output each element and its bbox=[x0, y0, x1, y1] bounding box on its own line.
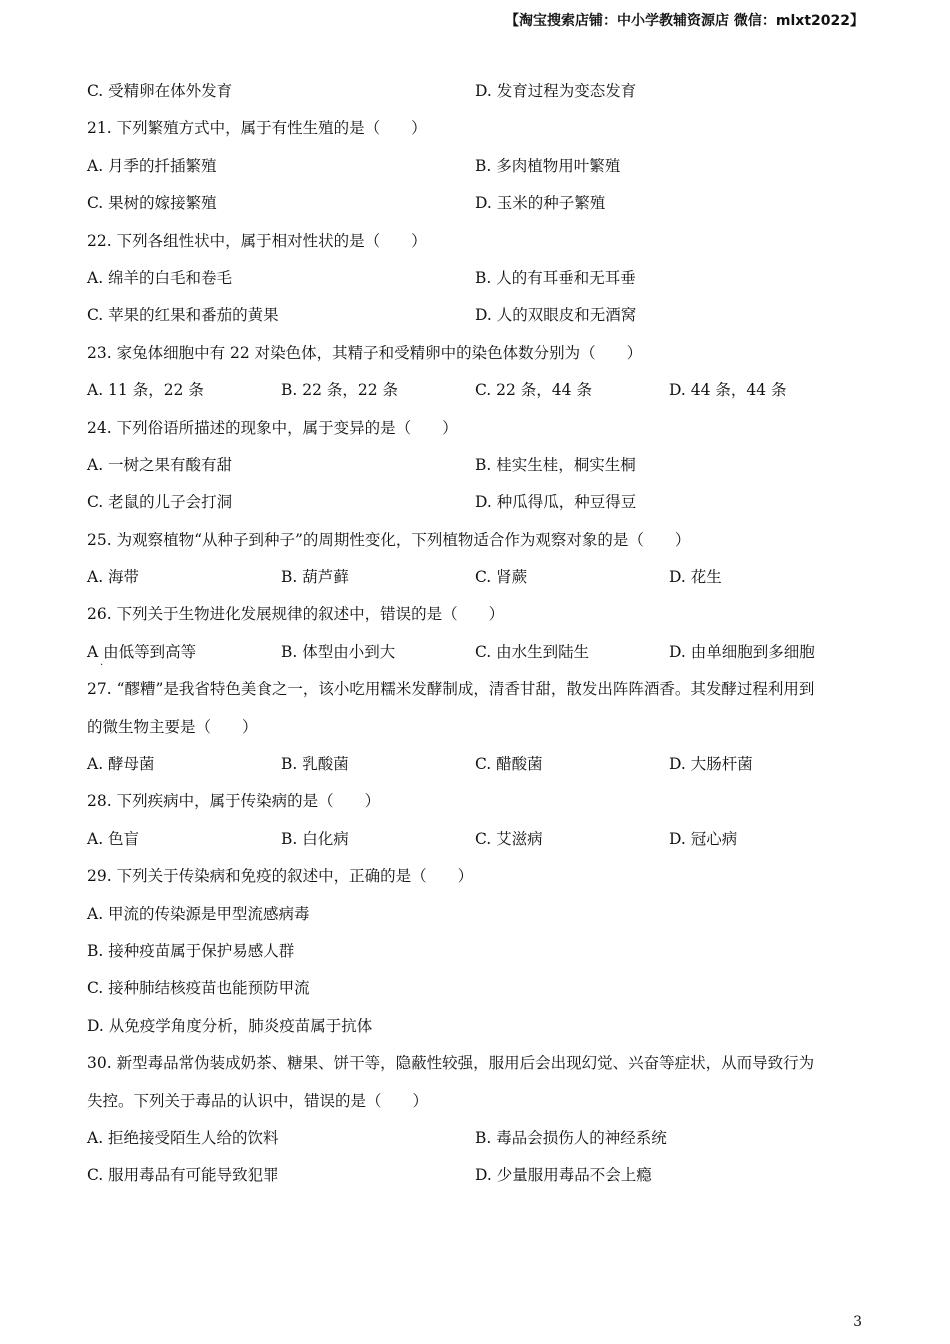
answer-option: C. 果树的嫁接繁殖 bbox=[87, 194, 217, 213]
answer-option: C. 服用毒品有可能导致犯罪 bbox=[87, 1166, 279, 1185]
page-header: 【淘宝搜索店铺：中小学教辅资源店 微信：mlxt2022】 bbox=[505, 13, 864, 29]
answer-option: C. 苹果的红果和番茄的黄果 bbox=[87, 306, 279, 325]
answer-option: D. 发育过程为变态发育 bbox=[475, 82, 637, 100]
answer-option: A. 11 条，22 条 bbox=[87, 381, 204, 400]
question-line: 28. 下列疾病中，属于传染病的是（ ） bbox=[87, 792, 381, 811]
answer-option: D. 种瓜得瓜，种豆得豆 bbox=[475, 493, 637, 512]
answer-option: D. 44 条，44 条 bbox=[669, 381, 787, 400]
question-line: 30. 新型毒品常伪装成奶茶、糖果、饼干等，隐蔽性较强，服用后会出现幻觉、兴奋等症状，从而导致行为 bbox=[87, 1054, 815, 1073]
answer-option: D. 冠心病 bbox=[669, 829, 738, 848]
question-line: 24. 下列俗语所描述的现象中，属于变异的是（ ） bbox=[87, 418, 458, 437]
answer-option: C. 醋酸菌 bbox=[475, 755, 543, 774]
option-row bbox=[87, 826, 877, 863]
answer-option: D. 大肠杆菌 bbox=[669, 755, 753, 774]
question-line: 的微生物主要是（ ） bbox=[87, 717, 258, 736]
answer-option: A. 一树之果有酸有甜 bbox=[87, 455, 233, 474]
answer-option: A. 酵母菌 bbox=[87, 755, 155, 774]
option-row bbox=[87, 639, 877, 676]
answer-option: A. 色盲 bbox=[87, 829, 140, 848]
option-row bbox=[87, 1162, 877, 1199]
answer-option: B. 白化病 bbox=[281, 829, 349, 848]
question-line: 29. 下列关于传染病和免疫的叙述中，正确的是（ ） bbox=[87, 867, 474, 886]
option-row bbox=[87, 265, 877, 302]
option-row bbox=[87, 1125, 877, 1162]
answer-option: D. 人的双眼皮和无酒窝 bbox=[475, 306, 637, 325]
option-row bbox=[87, 452, 877, 489]
answer-option: D. 少量服用毒品不会上瘾 bbox=[475, 1166, 652, 1185]
answer-option: C. 受精卵在体外发育 bbox=[87, 82, 233, 100]
question-line: D. 从免疫学角度分析，肺炎疫苗属于抗体 bbox=[87, 1016, 373, 1035]
option-row bbox=[87, 190, 877, 227]
question-line: 21. 下列繁殖方式中，属于有性生殖的是（ ） bbox=[87, 119, 427, 138]
question-line: A. 甲流的传染源是甲型流感病毒 bbox=[87, 904, 310, 923]
answer-option: B. 多肉植物用叶繁殖 bbox=[475, 156, 621, 175]
answer-option: C. 艾滋病 bbox=[475, 829, 543, 848]
answer-option: B. 人的有耳垂和无耳垂 bbox=[475, 268, 636, 287]
answer-option: B. 葫芦藓 bbox=[281, 568, 349, 587]
answer-option: B. 乳酸菌 bbox=[281, 755, 349, 774]
option-row bbox=[87, 302, 877, 339]
answer-option: A 由低等到高等 bbox=[87, 642, 197, 661]
answer-option: B. 体型由小到大 bbox=[281, 642, 396, 661]
exam-content bbox=[87, 78, 877, 1200]
question-line: 22. 下列各组性状中，属于相对性状的是（ ） bbox=[87, 231, 427, 250]
option-row bbox=[87, 377, 877, 414]
answer-option: A. 拒绝接受陌生人给的饮料 bbox=[87, 1128, 279, 1147]
answer-option: A. 月季的扦插繁殖 bbox=[87, 156, 217, 175]
answer-option: D. 花生 bbox=[669, 568, 722, 587]
option-row bbox=[87, 78, 877, 115]
answer-option: C. 肾蕨 bbox=[475, 568, 528, 587]
answer-option: B. 毒品会损伤人的神经系统 bbox=[475, 1128, 667, 1147]
option-row bbox=[87, 153, 877, 190]
question-line: C. 接种肺结核疫苗也能预防甲流 bbox=[87, 979, 310, 998]
option-row bbox=[87, 564, 877, 601]
question-line: 失控。下列关于毒品的认识中，错误的是（ ） bbox=[87, 1091, 429, 1110]
answer-option: C. 由水生到陆生 bbox=[475, 642, 590, 661]
question-line: 25. 为观察植物“从种子到种子”的周期性变化，下列植物适合作为观察对象的是（ ） bbox=[87, 530, 691, 549]
answer-option: B. 桂实生桂，桐实生桐 bbox=[475, 455, 636, 474]
answer-option: A. 绵羊的白毛和卷毛 bbox=[87, 268, 233, 287]
page-number: 3 bbox=[853, 1314, 862, 1330]
answer-option: D. 玉米的种子繁殖 bbox=[475, 194, 606, 213]
answer-option: B. 22 条，22 条 bbox=[281, 381, 399, 400]
answer-option: A. 海带 bbox=[87, 568, 140, 587]
question-line: B. 接种疫苗属于保护易感人群 bbox=[87, 941, 295, 960]
answer-option: C. 老鼠的儿子会打洞 bbox=[87, 493, 233, 512]
answer-option: D. 由单细胞到多细胞 bbox=[669, 642, 815, 661]
question-line: 26. 下列关于生物进化发展规律的叙述中，错误的是（ ） bbox=[87, 605, 505, 624]
emphasis-dot: · bbox=[100, 659, 104, 671]
option-row bbox=[87, 489, 877, 526]
option-row bbox=[87, 751, 877, 788]
answer-option: C. 22 条，44 条 bbox=[475, 381, 592, 400]
question-line: 27. “醪糟”是我省特色美食之一，该小吃用糯米发酵制成，清香甘甜，散发出阵阵酒香。其发酵过程利用到 bbox=[87, 680, 815, 699]
question-line: 23. 家兔体细胞中有 22 对染色体，其精子和受精卵中的染色体数分别为（ ） bbox=[87, 343, 643, 362]
